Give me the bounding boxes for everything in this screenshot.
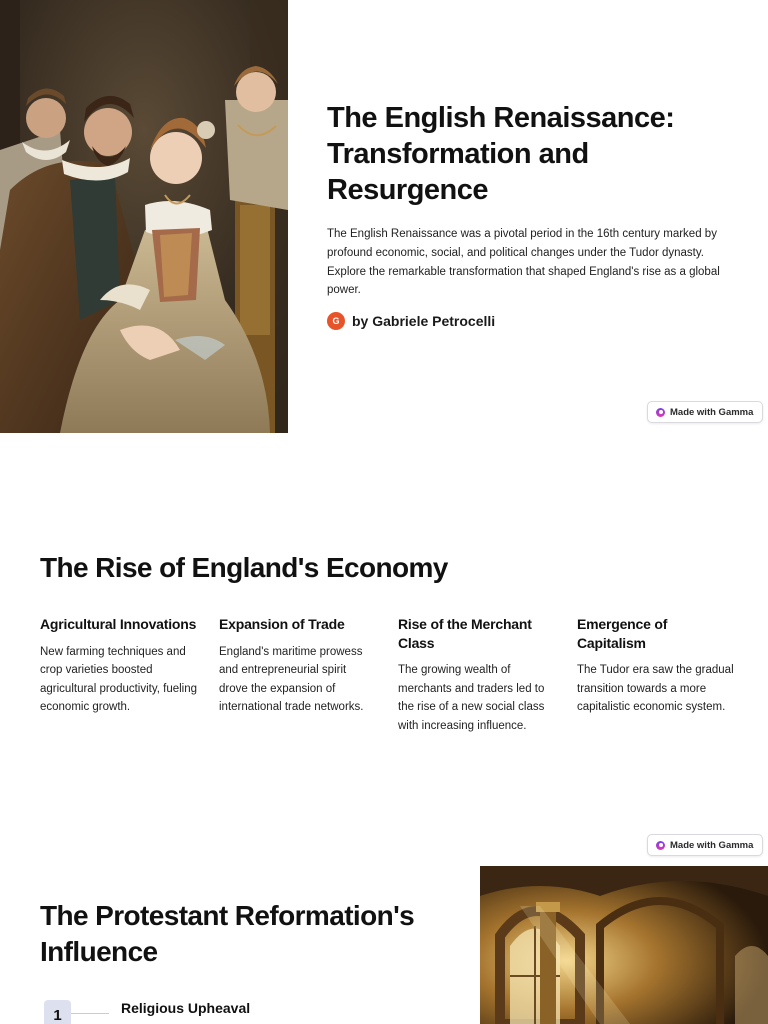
gamma-logo-icon xyxy=(656,408,665,417)
column-description: England's maritime prowess and entrepreneurial spirit drove the expansion of international trade networks. xyxy=(219,645,364,713)
tudor-court-painting xyxy=(0,0,288,433)
economy-column xyxy=(219,615,377,717)
author-name: by Gabriele Petrocelli xyxy=(352,313,496,329)
column-description: The growing wealth of merchants and traders led to the rise of a new social class with increasing influence. xyxy=(398,664,545,732)
economy-title: The Rise of England's Economy xyxy=(40,552,448,583)
economy-column xyxy=(398,615,556,735)
made-with-gamma-badge[interactable] xyxy=(647,834,763,856)
author-avatar: G xyxy=(327,312,345,330)
gamma-logo-icon xyxy=(656,841,665,850)
hero-title: The English Renaissance: Transformation and Resurgence xyxy=(327,102,675,206)
column-description: New farming techniques and crop varieties boosted agricultural productivity, fueling economic growth. xyxy=(40,645,198,713)
cathedral-interior-painting xyxy=(480,866,768,1024)
step-connector xyxy=(71,1013,109,1014)
author-byline xyxy=(327,312,495,330)
reformation-title: The Protestant Reformation's Influence xyxy=(40,900,415,967)
column-title: Emergence of Capitalism xyxy=(577,616,668,651)
slide-title xyxy=(0,0,768,433)
economy-columns xyxy=(40,615,740,745)
cathedral-interior-art xyxy=(480,866,768,1024)
column-title: Agricultural Innovations xyxy=(40,616,197,632)
badge-label: Made with Gamma xyxy=(670,406,754,418)
badge-label: Made with Gamma xyxy=(670,839,754,851)
made-with-gamma-badge[interactable] xyxy=(647,401,763,423)
economy-column xyxy=(40,615,198,717)
column-title: Rise of the Merchant Class xyxy=(398,616,532,651)
step-number: 1 xyxy=(44,1000,71,1024)
step-label: Religious Upheaval xyxy=(121,1000,251,1016)
tudor-court-painting-art xyxy=(0,0,288,433)
column-title: Expansion of Trade xyxy=(219,616,345,632)
economy-column xyxy=(577,615,735,717)
column-description: The Tudor era saw the gradual transition towards a more capitalistic economic system. xyxy=(577,664,734,713)
hero-description: The English Renaissance was a pivotal period in the 16th century marked by profound economic, social, and political changes under the Tudor dynasty. Explore the remarkable transformation that shaped England's rise as a global power. xyxy=(327,228,720,297)
